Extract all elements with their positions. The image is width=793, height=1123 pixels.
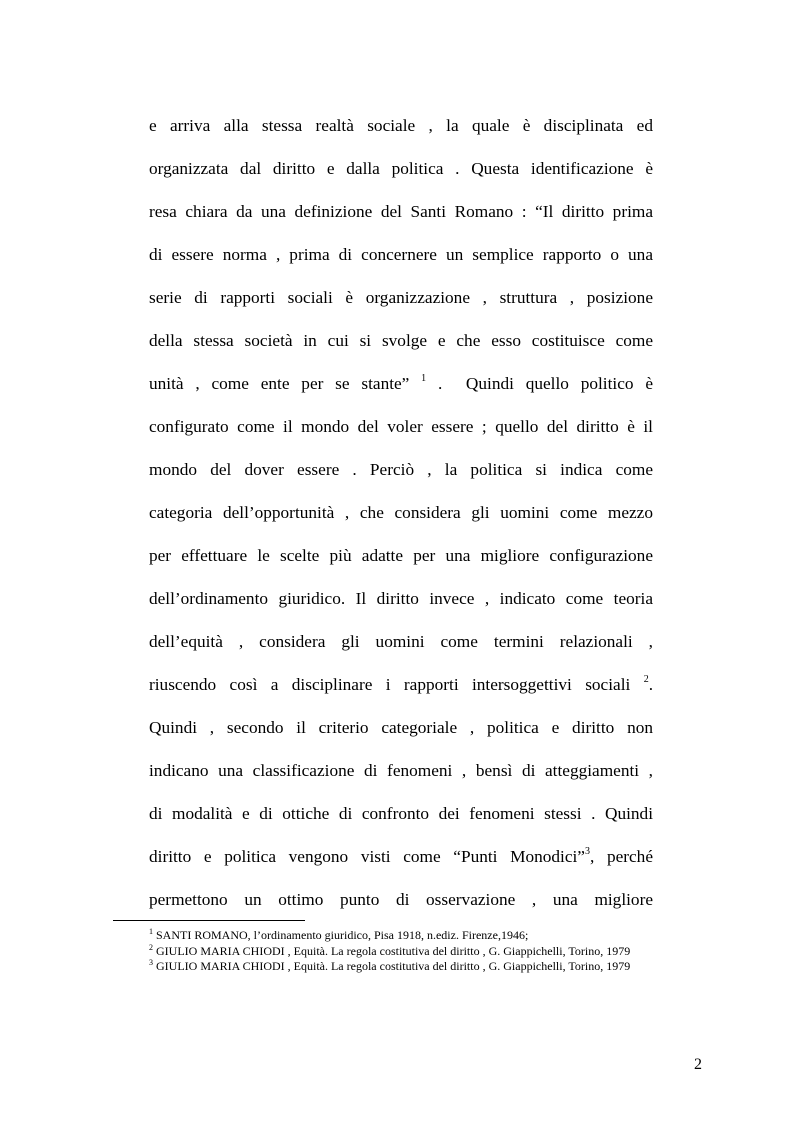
footnote-reference[interactable]: 1: [421, 373, 427, 384]
text-line: di essere norma , prima di concernere un semplice rapporto o una: [149, 245, 653, 264]
text-line: per effettuare le scelte più adatte per una migliore configurazione: [149, 546, 653, 565]
text-line: mondo del dover essere . Perciò , la politica si indica come: [149, 460, 653, 479]
text-segment: riuscendo così a disciplinare i rapporti intersoggettivi sociali: [149, 675, 631, 694]
footnote: [149, 928, 669, 944]
footnote-number: 3: [149, 958, 153, 967]
page-number: 2: [694, 1056, 702, 1073]
text-line: organizzata dal diritto e dalla politica . Questa identificazione è: [149, 159, 653, 178]
text-line: [149, 667, 653, 710]
text-line: Quindi , secondo il criterio categoriale , politica e diritto non: [149, 718, 653, 737]
footnote-text: SANTI ROMANO, l’ordinamento giuridico, Pisa 1918, n.ediz. Firenze,1946;: [156, 928, 529, 942]
text-segment: diritto e politica vengono visti come “Punti Monodici”: [149, 847, 585, 866]
text-line: [149, 839, 653, 882]
footnote-reference[interactable]: 3: [584, 846, 590, 857]
footnote: [149, 959, 669, 975]
text-line: e arriva alla stessa realtà sociale , la quale è disciplinata ed: [149, 116, 653, 135]
footnote: [149, 944, 669, 960]
text-segment: unità , come ente per se stante”: [149, 374, 410, 393]
footnote-text: GIULIO MARIA CHIODI , Equità. La regola costitutiva del diritto , G. Giappichelli, Torino, 1979: [156, 943, 631, 958]
text-line: serie di rapporti sociali è organizzazione , struttura , posizione: [149, 288, 653, 307]
footnote-number: 2: [149, 942, 153, 952]
footnote-reference[interactable]: 2: [643, 674, 649, 685]
footnotes: [149, 928, 669, 975]
footnote-text: GIULIO MARIA CHIODI , Equità. La regola costitutiva del diritto , G. Giappichelli, Torino, 1979: [156, 959, 631, 973]
footnote-number: 1: [149, 927, 153, 936]
text-line: della stessa società in cui si svolge e che esso costituisce come: [149, 331, 653, 350]
footnote-separator: [113, 920, 305, 921]
text-segment: .: [648, 675, 654, 694]
text-line: dell’equità , considera gli uomini come termini relazionali ,: [149, 632, 653, 651]
text-segment: . Quindi quello politico è: [437, 374, 653, 393]
body-text: [149, 108, 653, 925]
text-line: categoria dell’opportunità , che considera gli uomini come mezzo: [149, 503, 653, 522]
text-line: resa chiara da una definizione del Santi Romano : “Il diritto prima: [149, 202, 653, 221]
text-line: [149, 366, 653, 409]
text-line: indicano una classificazione di fenomeni , bensì di atteggiamenti ,: [149, 761, 653, 780]
text-line: di modalità e di ottiche di confronto dei fenomeni stessi . Quindi: [149, 804, 653, 823]
text-line: dell’ordinamento giuridico. Il diritto invece , indicato come teoria: [149, 589, 653, 608]
text-segment: , perché: [589, 847, 653, 866]
text-line: configurato come il mondo del voler essere ; quello del diritto è il: [149, 417, 653, 436]
text-line: permettono un ottimo punto di osservazione , una migliore: [149, 890, 653, 909]
